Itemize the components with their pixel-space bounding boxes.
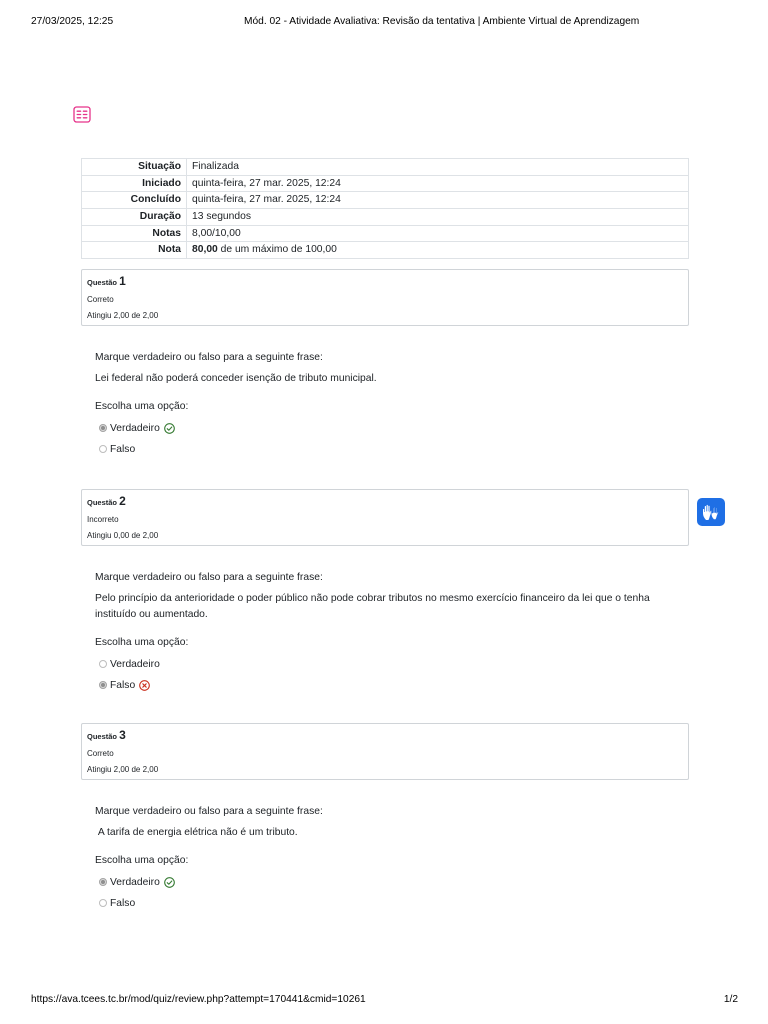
sign-language-hands-icon (701, 503, 721, 521)
answer-options (95, 418, 689, 460)
question-prompt: Marque verdadeiro ou falso para a seguinte frase: (95, 352, 323, 363)
answer-radio-true[interactable] (99, 660, 107, 668)
answer-options (95, 654, 689, 696)
summary-value (187, 242, 337, 258)
summary-value: quinta-feira, 27 mar. 2025, 12:24 (192, 177, 341, 189)
question-2 (81, 489, 689, 696)
summary-row-started (82, 175, 688, 192)
summary-label: Notas (82, 226, 187, 242)
choose-option-label: Escolha uma opção: (95, 637, 189, 648)
x-circle-icon (139, 680, 150, 691)
quiz-icon (73, 106, 91, 123)
choose-option-label: Escolha uma opção: (95, 855, 189, 866)
answer-option-label: Falso (110, 897, 136, 909)
question-prompt: Marque verdadeiro ou falso para a seguinte frase: (95, 572, 323, 583)
answer-radio-false[interactable] (99, 681, 107, 689)
question-number (87, 493, 683, 512)
question-state: Correto (87, 748, 114, 758)
answer-option-false[interactable] (95, 439, 689, 460)
question-3 (81, 723, 689, 914)
question-info (81, 269, 689, 326)
question-grade: Atingiu 2,00 de 2,00 (87, 765, 159, 774)
question-info (81, 723, 689, 780)
question-number-value: 1 (119, 274, 126, 288)
answer-option-label: Verdadeiro (110, 876, 160, 888)
summary-row-grade (82, 241, 688, 258)
answer-radio-false[interactable] (99, 899, 107, 907)
summary-row-marks (82, 225, 688, 242)
summary-value: Finalizada (192, 161, 239, 172)
answer-option-label: Falso (110, 443, 136, 455)
answer-radio-true[interactable] (99, 878, 107, 886)
question-label: Questão (87, 732, 118, 741)
answer-option-true[interactable] (95, 418, 689, 439)
question-statement: Lei federal não poderá conceder isenção de tributo municipal. (95, 373, 377, 384)
question-grade: Atingiu 0,00 de 2,00 (87, 531, 159, 540)
question-label: Questão (87, 498, 118, 507)
summary-row-completed (82, 191, 688, 208)
question-number-value: 3 (119, 728, 126, 742)
question-grade: Atingiu 2,00 de 2,00 (87, 311, 159, 320)
question-number (87, 727, 683, 746)
grade-value-bold: 80,00 (192, 244, 218, 256)
answer-option-false[interactable] (95, 675, 689, 696)
check-circle-icon (164, 877, 175, 888)
question-statement: Pelo princípio da anterioridade o poder público não pode cobrar tributos no mesmo exercício financeiro da lei que o tenha instituído ou aumentado. (95, 593, 653, 620)
question-info (81, 489, 689, 546)
answer-option-label: Verdadeiro (110, 658, 160, 670)
answer-option-true[interactable] (95, 654, 689, 675)
choose-option-label: Escolha uma opção: (95, 401, 189, 412)
summary-row-duration (82, 208, 688, 225)
summary-value: quinta-feira, 27 mar. 2025, 12:24 (192, 194, 341, 206)
answer-option-true[interactable] (95, 872, 689, 893)
question-prompt: Marque verdadeiro ou falso para a seguinte frase: (95, 806, 323, 817)
answer-option-label: Verdadeiro (110, 422, 160, 434)
answer-radio-true[interactable] (99, 424, 107, 432)
answer-options (95, 872, 689, 914)
question-content (95, 570, 689, 696)
question-label: Questão (87, 278, 118, 287)
summary-label: Situação (82, 159, 187, 175)
summary-value: 8,00/10,00 (192, 227, 241, 239)
print-header-datetime: 27/03/2025, 12:25 (31, 16, 114, 27)
attempt-summary-table (81, 158, 689, 259)
question-state: Incorreto (87, 514, 119, 524)
summary-label: Duração (82, 209, 187, 225)
answer-option-label: Falso (110, 679, 136, 691)
question-number (87, 273, 683, 292)
question-number-value: 2 (119, 494, 126, 508)
check-circle-icon (164, 423, 175, 434)
print-footer-url: https://ava.tcees.tc.br/mod/quiz/review.php?attempt=170441&cmid=10261 (31, 994, 366, 1005)
summary-label: Concluído (82, 192, 187, 208)
summary-row-status (82, 158, 688, 175)
question-content (95, 804, 689, 914)
question-state: Correto (87, 294, 114, 304)
sign-language-accessibility-button[interactable] (697, 498, 725, 526)
answer-radio-false[interactable] (99, 445, 107, 453)
question-content (95, 350, 689, 460)
answer-option-false[interactable] (95, 893, 689, 914)
summary-value: 13 segundos (192, 211, 251, 223)
question-statement: A tarifa de energia elétrica não é um tributo. (95, 827, 298, 838)
print-header-title: Mód. 02 - Atividade Avaliativa: Revisão da tentativa | Ambiente Virtual de Aprendizagem (244, 16, 640, 27)
question-1 (81, 269, 689, 460)
print-footer-page-number: 1/2 (723, 994, 738, 1005)
grade-value-rest: de um máximo de 100,00 (217, 244, 337, 256)
summary-label: Nota (82, 242, 187, 258)
summary-label: Iniciado (82, 176, 187, 192)
